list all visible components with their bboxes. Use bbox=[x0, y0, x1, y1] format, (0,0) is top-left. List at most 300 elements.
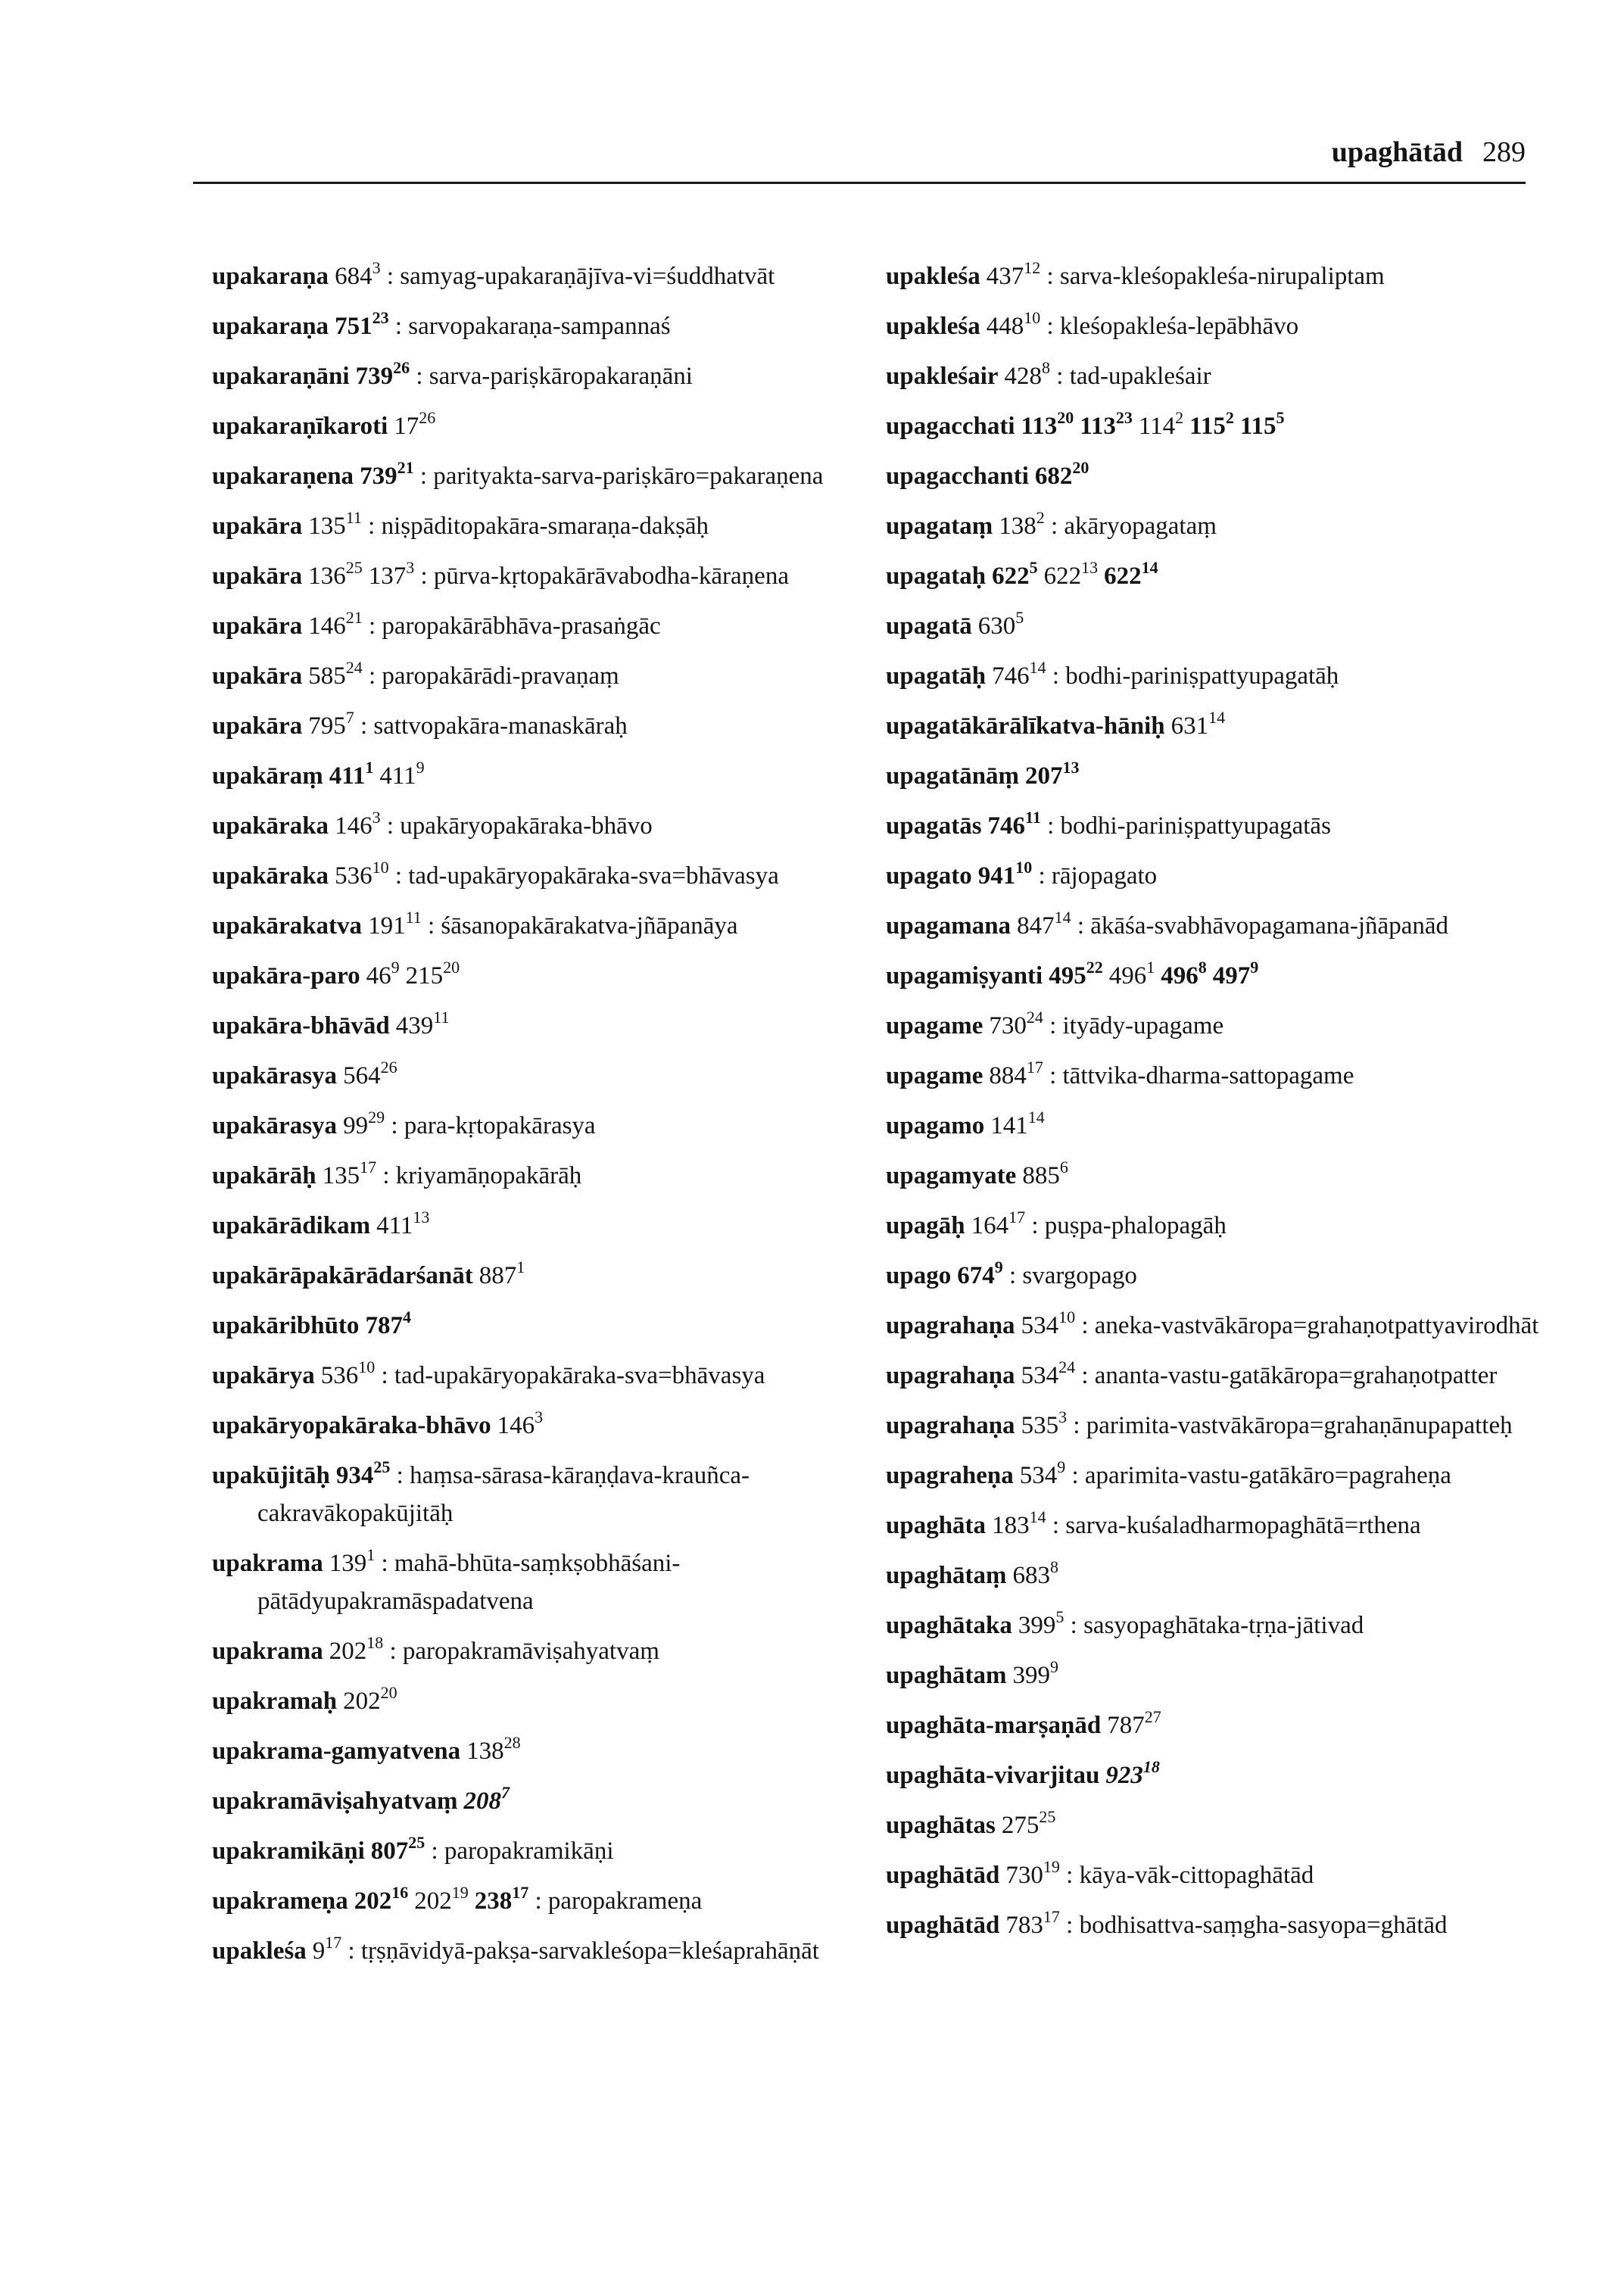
page-ref bbox=[977, 858, 1033, 890]
index-entry bbox=[212, 1107, 878, 1145]
ref-page: 138 bbox=[466, 1738, 504, 1765]
index-entry bbox=[212, 657, 878, 695]
index-entry bbox=[886, 907, 1552, 945]
page-ref bbox=[1080, 408, 1133, 440]
index-entry bbox=[212, 1157, 878, 1195]
ref-line: 27 bbox=[1144, 1707, 1161, 1726]
page-ref bbox=[1021, 1357, 1076, 1389]
index-entry bbox=[212, 507, 878, 545]
gloss-separator: : bbox=[1046, 1512, 1066, 1539]
page-ref bbox=[343, 1108, 385, 1139]
ref-page: 275 bbox=[1001, 1812, 1040, 1839]
entry-gloss: mahā-bhūta-saṃkṣobhāśani-pātādyupakramāspadatvena bbox=[257, 1550, 681, 1615]
gloss-separator: : bbox=[410, 363, 429, 390]
ref-page: 730 bbox=[1005, 1862, 1043, 1889]
entry-headword: upakāra-bhāvād bbox=[212, 1012, 390, 1039]
page-ref bbox=[360, 458, 414, 490]
ref-line: 13 bbox=[1062, 758, 1080, 777]
ref-line: 17 bbox=[1043, 1907, 1060, 1926]
ref-line: 9 bbox=[1050, 1657, 1059, 1676]
entry-headword: upagatākārālīkatva-hāniḥ bbox=[886, 712, 1165, 740]
page-ref bbox=[1021, 408, 1074, 440]
entry-headword: upakāraṃ bbox=[212, 762, 323, 790]
index-entry bbox=[886, 1706, 1552, 1744]
entry-headword: upakleśair bbox=[886, 363, 999, 390]
ref-line: 10 bbox=[1024, 308, 1041, 327]
entry-headword: upagatā bbox=[886, 612, 972, 640]
page-ref bbox=[394, 408, 436, 440]
entry-headword: upakāra bbox=[212, 662, 303, 690]
index-entry bbox=[212, 807, 878, 845]
page-ref bbox=[308, 708, 354, 740]
ref-line: 5 bbox=[1055, 1607, 1064, 1626]
index-entry bbox=[212, 1882, 878, 1920]
gloss-separator: : bbox=[1064, 1612, 1084, 1639]
page-ref bbox=[999, 508, 1045, 540]
index-entry bbox=[886, 1856, 1552, 1894]
ref-page: 887 bbox=[478, 1262, 517, 1289]
entry-headword: upakrama bbox=[212, 1638, 323, 1665]
entry-gloss: tad-upakāryopakāraka-sva=bhāvasya bbox=[408, 862, 779, 890]
ref-line: 10 bbox=[1015, 858, 1033, 877]
ref-page: 113 bbox=[1080, 413, 1116, 440]
ref-line: 20 bbox=[443, 958, 460, 977]
ref-line: 3 bbox=[1058, 1407, 1068, 1426]
page-ref bbox=[366, 958, 400, 990]
entry-headword: upakāribhūto bbox=[212, 1312, 360, 1339]
ref-page: 564 bbox=[343, 1062, 381, 1089]
entry-gloss: pūrva-kṛtopakārāvabodha-kāraṇena bbox=[433, 563, 789, 590]
gloss-separator: : bbox=[1065, 1462, 1085, 1489]
gloss-separator: : bbox=[388, 313, 409, 340]
index-entry bbox=[212, 1932, 878, 1970]
index-entry bbox=[212, 957, 878, 995]
entry-headword: upagataṃ bbox=[886, 513, 993, 540]
index-entry bbox=[212, 457, 878, 495]
entry-headword: upakārakatva bbox=[212, 912, 363, 940]
index-entry bbox=[212, 757, 878, 795]
ref-page: 807 bbox=[370, 1837, 409, 1865]
entry-headword: upagāḥ bbox=[886, 1212, 965, 1239]
page-ref bbox=[1049, 958, 1103, 990]
page-ref bbox=[1108, 958, 1155, 990]
entry-gloss: bodhi-pariniṣpattyupagatās bbox=[1060, 812, 1331, 840]
page-ref bbox=[1021, 1308, 1076, 1339]
ref-page: 495 bbox=[1049, 962, 1086, 990]
page-ref bbox=[1138, 408, 1184, 440]
ref-line: 18 bbox=[366, 1633, 384, 1652]
ref-page: 630 bbox=[977, 612, 1016, 640]
ref-line: 13 bbox=[413, 1208, 430, 1226]
index-entry bbox=[212, 1632, 878, 1670]
page-ref bbox=[1012, 1657, 1059, 1689]
ref-page: 146 bbox=[308, 612, 346, 640]
index-entry bbox=[886, 1257, 1552, 1295]
index-entry bbox=[886, 1557, 1552, 1594]
entry-headword: upakārāḥ bbox=[212, 1162, 316, 1189]
entry-headword: upaghātaka bbox=[886, 1612, 1012, 1639]
page-ref bbox=[1005, 1907, 1060, 1939]
ref-line: 5 bbox=[1029, 558, 1038, 577]
gloss-separator: : bbox=[421, 912, 441, 940]
ref-page: 135 bbox=[308, 513, 346, 540]
entry-headword: upagacchanti bbox=[886, 463, 1029, 490]
ref-line: 23 bbox=[372, 308, 389, 327]
entry-headword: upaghātād bbox=[886, 1912, 1000, 1939]
gloss-separator: : bbox=[1043, 1062, 1063, 1089]
ref-page: 534 bbox=[1021, 1312, 1059, 1339]
entry-headword: upagato bbox=[886, 862, 972, 890]
index-entry bbox=[212, 1257, 878, 1295]
page-ref bbox=[343, 1683, 397, 1715]
entry-headword: upakāryopakāraka-bhāvo bbox=[212, 1412, 491, 1439]
entry-gloss: haṃsa-sārasa-kāraṇḍava-krauñca-cakravākopakūjitāḥ bbox=[257, 1462, 750, 1527]
gloss-separator: : bbox=[1043, 1012, 1063, 1039]
entry-headword: upagataḥ bbox=[886, 563, 987, 590]
page-ref bbox=[355, 358, 410, 390]
gloss-separator: : bbox=[388, 862, 409, 890]
ref-line: 25 bbox=[345, 558, 363, 577]
page-ref bbox=[365, 1308, 411, 1339]
ref-page: 534 bbox=[1019, 1462, 1058, 1489]
index-entry bbox=[886, 1507, 1552, 1544]
page-ref bbox=[989, 1008, 1043, 1039]
ref-page: 684 bbox=[335, 263, 372, 290]
page-ref bbox=[478, 1258, 525, 1289]
left-column bbox=[212, 257, 878, 1982]
ref-page: 941 bbox=[977, 862, 1016, 890]
index-entry bbox=[886, 1607, 1552, 1644]
entry-gloss: tad-upakleśair bbox=[1069, 363, 1211, 390]
ref-line: 16 bbox=[391, 1883, 409, 1902]
ref-line: 8 bbox=[1198, 958, 1207, 977]
ref-page: 437 bbox=[986, 263, 1024, 290]
gloss-separator: : bbox=[1002, 1262, 1023, 1289]
entry-headword: upakramāviṣahyatvaṃ bbox=[212, 1788, 458, 1815]
index-entry bbox=[886, 1157, 1552, 1195]
ref-page: 114 bbox=[1138, 413, 1176, 440]
page-ref bbox=[1161, 958, 1207, 990]
entry-gloss: samyag-upakaraṇājīva-vi=śuddhatvāt bbox=[400, 263, 775, 290]
entry-gloss: sattvopakāra-manaskāraḥ bbox=[373, 712, 628, 740]
ref-page: 783 bbox=[1005, 1912, 1043, 1939]
entry-headword: upakleśa bbox=[212, 1937, 307, 1965]
entry-headword: upakāraka bbox=[212, 862, 329, 890]
gloss-separator: : bbox=[390, 1462, 410, 1489]
ref-page: 9 bbox=[312, 1937, 326, 1965]
ref-line: 23 bbox=[1115, 408, 1133, 427]
ref-page: 536 bbox=[320, 1362, 359, 1389]
ref-line: 1 bbox=[365, 758, 374, 777]
entry-headword: upakaraṇena bbox=[212, 463, 354, 490]
page-ref bbox=[414, 1883, 469, 1915]
index-entry bbox=[212, 1057, 878, 1095]
gloss-separator: : bbox=[383, 1638, 403, 1665]
index-entry bbox=[212, 1007, 878, 1045]
ref-page: 115 bbox=[1239, 413, 1276, 440]
ref-line: 17 bbox=[512, 1883, 529, 1902]
page-ref bbox=[990, 1108, 1045, 1139]
entry-headword: upakārasya bbox=[212, 1112, 338, 1139]
index-entry bbox=[886, 1756, 1552, 1794]
ref-page: 884 bbox=[989, 1062, 1027, 1089]
ref-page: 496 bbox=[1108, 962, 1147, 990]
page-ref bbox=[977, 608, 1024, 640]
gloss-separator: : bbox=[376, 1162, 396, 1189]
entry-gloss: parityakta-sarva-pariṣkāro=pakaraṇena bbox=[433, 463, 824, 490]
index-entry bbox=[886, 1906, 1552, 1944]
ref-line: 14 bbox=[1029, 1507, 1046, 1526]
ref-page: 674 bbox=[957, 1262, 995, 1289]
ref-page: 215 bbox=[405, 962, 444, 990]
ref-page: 730 bbox=[989, 1012, 1027, 1039]
index-entry bbox=[212, 857, 878, 895]
entry-gloss: upakāryopakāraka-bhāvo bbox=[400, 812, 653, 840]
entry-headword: upaghāta bbox=[886, 1512, 987, 1539]
ref-page: 497 bbox=[1212, 962, 1251, 990]
ref-line: 14 bbox=[1141, 558, 1158, 577]
index-entry bbox=[212, 1407, 878, 1445]
entry-headword: upakaraṇīkaroti bbox=[212, 413, 388, 440]
index-entry bbox=[886, 1407, 1552, 1445]
ref-line: 9 bbox=[1250, 958, 1259, 977]
ref-page: 428 bbox=[1004, 363, 1043, 390]
index-entry bbox=[212, 1682, 878, 1720]
ref-page: 631 bbox=[1170, 712, 1209, 740]
ref-line: 13 bbox=[1081, 558, 1099, 577]
entry-gloss: svargopago bbox=[1022, 1262, 1137, 1289]
entry-headword: upakrama-gamyatvena bbox=[212, 1738, 461, 1765]
ref-page: 137 bbox=[368, 563, 407, 590]
entry-gloss: sarva-kuśaladharmopaghātā=rthena bbox=[1065, 1512, 1421, 1539]
entry-headword: upakārasya bbox=[212, 1062, 338, 1089]
page-ref bbox=[1021, 1407, 1068, 1439]
entry-headword: upakleśa bbox=[886, 313, 980, 340]
gloss-separator: : bbox=[1044, 513, 1064, 540]
ref-line: 6 bbox=[1059, 1158, 1068, 1177]
index-entry bbox=[886, 957, 1552, 995]
ref-line: 10 bbox=[1058, 1308, 1076, 1326]
entry-headword: upagraheṇa bbox=[886, 1462, 1014, 1489]
page-ref bbox=[379, 758, 425, 790]
entry-gloss: paropakramāviṣahyatvaṃ bbox=[402, 1638, 659, 1665]
entry-headword: upakleśa bbox=[886, 263, 980, 290]
ref-page: 115 bbox=[1189, 413, 1226, 440]
ref-page: 135 bbox=[322, 1162, 360, 1189]
entry-headword: upakrameṇa bbox=[212, 1887, 348, 1915]
index-entry bbox=[212, 557, 878, 595]
page-ref bbox=[1019, 1457, 1066, 1489]
ref-line: 11 bbox=[345, 508, 362, 527]
ref-line: 26 bbox=[393, 358, 410, 377]
ref-page: 787 bbox=[365, 1312, 403, 1339]
entry-headword: upaghāta-vivarjitau bbox=[886, 1762, 1100, 1789]
index-entry bbox=[886, 607, 1552, 645]
gloss-separator: : bbox=[1067, 1412, 1086, 1439]
ref-line: 19 bbox=[1043, 1857, 1060, 1876]
ref-page: 934 bbox=[335, 1462, 374, 1489]
index-entry bbox=[212, 1544, 878, 1620]
ref-page: 17 bbox=[394, 413, 419, 440]
entry-headword: upaghāta-marṣaṇād bbox=[886, 1712, 1102, 1739]
entry-gloss: tad-upakāryopakāraka-sva=bhāvasya bbox=[394, 1362, 765, 1389]
page-ref bbox=[463, 1783, 510, 1815]
entry-gloss: parimita-vastvākāropa=grahaṇānupapatteḥ bbox=[1086, 1412, 1513, 1439]
ref-line: 24 bbox=[345, 658, 363, 677]
ref-page: 622 bbox=[1104, 563, 1142, 590]
page-ref bbox=[1017, 908, 1071, 940]
gloss-separator: : bbox=[375, 1550, 394, 1577]
page-ref bbox=[329, 1545, 376, 1577]
page-ref bbox=[312, 1933, 342, 1965]
page-ref bbox=[986, 308, 1041, 340]
ref-line: 5 bbox=[1276, 408, 1285, 427]
entry-headword: upaghātas bbox=[886, 1812, 996, 1839]
page-ref bbox=[989, 1058, 1043, 1089]
entry-headword: upakaraṇa bbox=[212, 263, 329, 290]
entry-headword: upagame bbox=[886, 1062, 983, 1089]
index-entry bbox=[886, 357, 1552, 395]
gloss-separator: : bbox=[413, 463, 434, 490]
gloss-separator: : bbox=[1040, 263, 1060, 290]
ref-page: 739 bbox=[355, 363, 394, 390]
entry-headword: upaghātaṃ bbox=[886, 1562, 1007, 1589]
ref-line: 11 bbox=[1025, 808, 1041, 827]
ref-line: 18 bbox=[1142, 1757, 1160, 1776]
entry-headword: upakārādikam bbox=[212, 1212, 371, 1239]
entry-gloss: bodhi-pariniṣpattyupagatāḥ bbox=[1065, 662, 1339, 690]
running-header bbox=[1332, 133, 1526, 171]
gloss-separator: : bbox=[385, 1112, 404, 1139]
page-ref bbox=[322, 1158, 377, 1189]
entry-headword: upakāra bbox=[212, 612, 303, 640]
ref-line: 24 bbox=[1026, 1008, 1043, 1027]
entry-gloss: kleśopakleśa-lepābhāvo bbox=[1059, 313, 1299, 340]
entry-headword: upakārāpakārādarśanāt bbox=[212, 1262, 473, 1289]
entry-gloss: sasyopaghātaka-tṛṇa-jātivad bbox=[1083, 1612, 1364, 1639]
page-ref bbox=[466, 1733, 521, 1765]
entry-headword: upagatāḥ bbox=[886, 662, 987, 690]
entry-gloss: paropakramikāṇi bbox=[444, 1837, 614, 1865]
index-entry bbox=[886, 807, 1552, 845]
page-ref bbox=[405, 958, 460, 990]
gloss-separator: : bbox=[1075, 1312, 1095, 1339]
gloss-separator: : bbox=[361, 513, 382, 540]
page-ref bbox=[1105, 1757, 1160, 1789]
index-entry bbox=[886, 307, 1552, 345]
gloss-separator: : bbox=[375, 1362, 394, 1389]
index-entry bbox=[212, 1357, 878, 1395]
ref-page: 146 bbox=[497, 1412, 535, 1439]
entry-headword: upakaraṇa bbox=[212, 313, 329, 340]
page-ref bbox=[1005, 1857, 1060, 1889]
entry-gloss: śāsanopakārakatva-jñāpanāya bbox=[441, 912, 738, 940]
ref-page: 136 bbox=[308, 563, 346, 590]
index-entry bbox=[212, 1207, 878, 1245]
entry-gloss: kāya-vāk-cittopaghātād bbox=[1079, 1862, 1314, 1889]
ref-line: 21 bbox=[397, 458, 414, 477]
ref-page: 585 bbox=[308, 662, 346, 690]
header-rule bbox=[193, 182, 1526, 184]
ref-line: 3 bbox=[372, 808, 381, 827]
page-ref bbox=[497, 1407, 544, 1439]
entry-gloss: paropakrameṇa bbox=[547, 1887, 703, 1915]
ref-page: 787 bbox=[1107, 1712, 1145, 1739]
entry-gloss: niṣpāditopakāra-smaraṇa-dakṣāḥ bbox=[381, 513, 709, 540]
entry-headword: upagrahaṇa bbox=[886, 1312, 1015, 1339]
page-ref bbox=[1022, 1158, 1068, 1189]
gloss-separator: : bbox=[380, 812, 401, 840]
entry-headword: upaghātam bbox=[886, 1662, 1007, 1689]
index-entry bbox=[886, 1357, 1552, 1395]
entry-headword: upakāraka bbox=[212, 812, 329, 840]
page-ref bbox=[335, 1457, 391, 1489]
gloss-separator: : bbox=[362, 662, 382, 690]
ref-page: 683 bbox=[1012, 1562, 1051, 1589]
ref-line: 3 bbox=[372, 258, 381, 277]
page-ref bbox=[329, 758, 374, 790]
entry-headword: upakāra bbox=[212, 563, 303, 590]
ref-page: 113 bbox=[1021, 413, 1058, 440]
ref-line: 1 bbox=[1146, 958, 1155, 977]
ref-page: 682 bbox=[1034, 463, 1073, 490]
ref-line: 9 bbox=[1057, 1457, 1066, 1476]
index-entry bbox=[886, 457, 1552, 495]
ref-page: 399 bbox=[1012, 1662, 1051, 1689]
entry-gloss: bodhisattva-saṃgha-sasyopa=ghātād bbox=[1079, 1912, 1448, 1939]
page-ref bbox=[1212, 958, 1259, 990]
page-ref bbox=[474, 1883, 529, 1915]
ref-line: 20 bbox=[380, 1683, 397, 1702]
page-ref bbox=[354, 1883, 409, 1915]
page-ref bbox=[992, 658, 1046, 690]
ref-line: 11 bbox=[433, 1008, 450, 1027]
entry-headword: upago bbox=[886, 1262, 952, 1289]
index-entry bbox=[886, 1307, 1552, 1345]
ref-line: 7 bbox=[501, 1783, 510, 1802]
page-ref bbox=[343, 1058, 397, 1089]
entry-headword: upagamiṣyanti bbox=[886, 962, 1043, 990]
ref-line: 2 bbox=[1225, 408, 1234, 427]
ref-page: 746 bbox=[987, 812, 1026, 840]
ref-page: 751 bbox=[335, 313, 372, 340]
ref-page: 164 bbox=[971, 1212, 1009, 1239]
ref-line: 26 bbox=[380, 1058, 397, 1077]
ref-line: 25 bbox=[373, 1457, 391, 1476]
entry-gloss: aneka-vastvākāropa=grahaṇotpattyavirodhāt bbox=[1094, 1312, 1539, 1339]
gloss-separator: : bbox=[1071, 912, 1091, 940]
index-entry bbox=[886, 1057, 1552, 1095]
entry-gloss: paropakārābhāva-prasaṅgāc bbox=[382, 612, 661, 640]
ref-line: 2 bbox=[1175, 408, 1184, 427]
gloss-separator: : bbox=[414, 563, 434, 590]
ref-page: 146 bbox=[335, 812, 372, 840]
page-ref bbox=[308, 658, 363, 690]
page-ref bbox=[986, 258, 1041, 290]
gloss-separator: : bbox=[362, 612, 382, 640]
ref-line: 5 bbox=[1015, 608, 1024, 627]
index-entry bbox=[212, 1832, 878, 1870]
index-entry bbox=[212, 407, 878, 445]
ref-page: 139 bbox=[329, 1550, 367, 1577]
entry-gloss: akāryopagataṃ bbox=[1064, 513, 1217, 540]
index-entry bbox=[886, 1107, 1552, 1145]
ref-line: 29 bbox=[368, 1108, 385, 1127]
ref-page: 99 bbox=[343, 1112, 369, 1139]
entry-headword: upagrahaṇa bbox=[886, 1362, 1015, 1389]
entry-gloss: sarva-pariṣkāropakaraṇāni bbox=[429, 363, 693, 390]
page-ref bbox=[1239, 408, 1285, 440]
